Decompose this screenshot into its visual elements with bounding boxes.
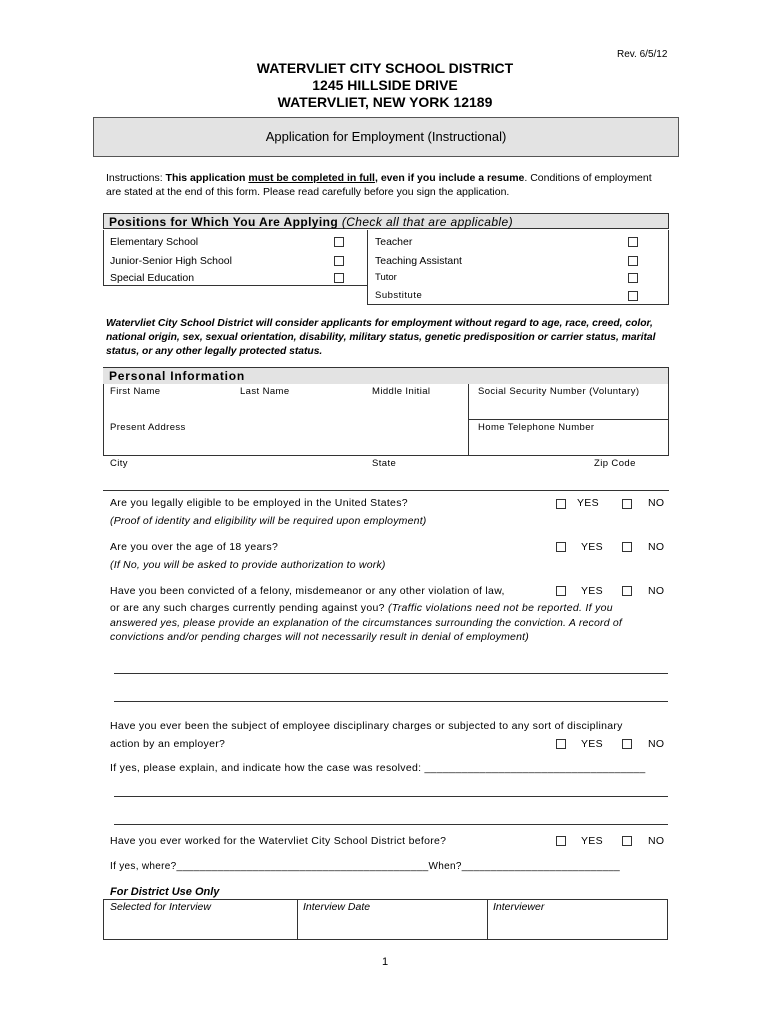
q5-no-checkbox[interactable] [622, 836, 632, 846]
q-convicted-line3: answered yes, please provide an explanation of the circumstances surrounding the conviction. A record of [110, 617, 623, 629]
q-age-note: (If No, you will be asked to provide authorization to work) [110, 559, 386, 571]
special-ed-checkbox[interactable] [334, 273, 344, 283]
position-teacher: Teacher [375, 236, 413, 248]
q5-no-label: NO [648, 835, 665, 847]
position-special-ed: Special Education [110, 272, 195, 284]
position-teaching-assistant: Teaching Assistant [375, 255, 462, 267]
q-eligible: Are you legally eligible to be employed in the United States? [110, 497, 408, 509]
city-label: City [110, 458, 128, 469]
q1-no-label: NO [648, 497, 665, 509]
substitute-checkbox[interactable] [628, 291, 638, 301]
district-name: WATERVLIET CITY SCHOOL DISTRICT [256, 60, 514, 76]
q-disciplinary: Have you ever been the subject of employee disciplinary charges or subjected to any sort of disciplinary [110, 720, 623, 732]
q3-yes-checkbox[interactable] [556, 586, 566, 596]
revision-date: Rev. 6/5/12 [617, 49, 668, 60]
q2-no-label: NO [648, 541, 665, 553]
middle-initial-label: Middle Initial [372, 386, 431, 397]
q2-yes-label: YES [581, 541, 603, 553]
q3-no-checkbox[interactable] [622, 586, 632, 596]
personal-info-header: Personal Information [103, 368, 669, 384]
state-label: State [372, 458, 397, 469]
interview-date-label: Interview Date [303, 901, 371, 913]
last-name-label: Last Name [240, 386, 290, 397]
position-jr-sr-high: Junior-Senior High School [110, 255, 232, 267]
q-eligible-note: (Proof of identity and eligibility will be required upon employment) [110, 515, 427, 527]
q4-no-label: NO [648, 738, 665, 750]
q2-yes-checkbox[interactable] [556, 542, 566, 552]
district-street: 1245 HILLSIDE DRIVE [312, 77, 458, 93]
q5-yes-label: YES [581, 835, 603, 847]
district-use-header: For District Use Only [110, 886, 220, 898]
q-worked-where: If yes, where?___________________________________________When?___________________________ [110, 861, 620, 872]
q-disciplinary-line2: action by an employer? [110, 738, 226, 750]
q-worked-before: Have you ever worked for the Watervliet City School District before? [110, 835, 447, 847]
district-city: WATERVLIET, NEW YORK 12189 [277, 94, 493, 110]
ssn-label: Social Security Number (Voluntary) [478, 386, 640, 397]
q-age: Are you over the age of 18 years? [110, 541, 279, 553]
jr-sr-high-checkbox[interactable] [334, 256, 344, 266]
teacher-checkbox[interactable] [628, 237, 638, 247]
q1-yes-checkbox[interactable] [556, 499, 566, 509]
first-name-label: First Name [110, 386, 161, 397]
q-disciplinary-explain: If yes, please explain, and indicate how the case was resolved: ____________________________________ [110, 762, 646, 774]
position-substitute: Substitute [375, 290, 423, 301]
q3-yes-label: YES [581, 585, 603, 597]
q4-yes-checkbox[interactable] [556, 739, 566, 749]
q4-no-checkbox[interactable] [622, 739, 632, 749]
interviewer-label: Interviewer [493, 901, 545, 913]
positions-header: Positions for Which You Are Applying (Check all that are applicable) [103, 213, 669, 229]
q-convicted-line2: or are any such charges currently pending against you? (Traffic violations need not be reported. If you [110, 602, 613, 614]
address-label: Present Address [110, 422, 186, 433]
q4-yes-label: YES [581, 738, 603, 750]
eeo-statement: Watervliet City School District will consider applicants for employment without regard to age, race, creed, color, national origin, sex, sexual orientation, disability, military status, genetic predisposition or carrier status, marital status, or any other legally protected status. [106, 318, 656, 357]
q-convicted: Have you been convicted of a felony, misdemeanor or any other violation of law, [110, 585, 505, 597]
position-tutor: Tutor [375, 272, 397, 283]
q-convicted-line4: convictions and/or pending charges will not necessarily result in denial of employment) [110, 631, 529, 643]
page-number: 1 [382, 956, 389, 968]
q3-no-label: NO [648, 585, 665, 597]
selected-for-interview-label: Selected for Interview [110, 901, 211, 913]
tutor-checkbox[interactable] [628, 273, 638, 283]
instructions: Instructions: This application must be completed in full, even if you include a resume. Conditions of employment are stated at the end of this form. Please read carefully before you sign the application. [106, 172, 652, 198]
q2-no-checkbox[interactable] [622, 542, 632, 552]
phone-label: Home Telephone Number [478, 422, 595, 433]
position-elementary: Elementary School [110, 236, 199, 248]
q1-no-checkbox[interactable] [622, 499, 632, 509]
teaching-assistant-checkbox[interactable] [628, 256, 638, 266]
zip-label: Zip Code [594, 458, 636, 469]
q1-yes-label: YES [577, 497, 599, 509]
form-title: Application for Employment (Instructional) [93, 117, 679, 157]
elementary-checkbox[interactable] [334, 237, 344, 247]
q5-yes-checkbox[interactable] [556, 836, 566, 846]
